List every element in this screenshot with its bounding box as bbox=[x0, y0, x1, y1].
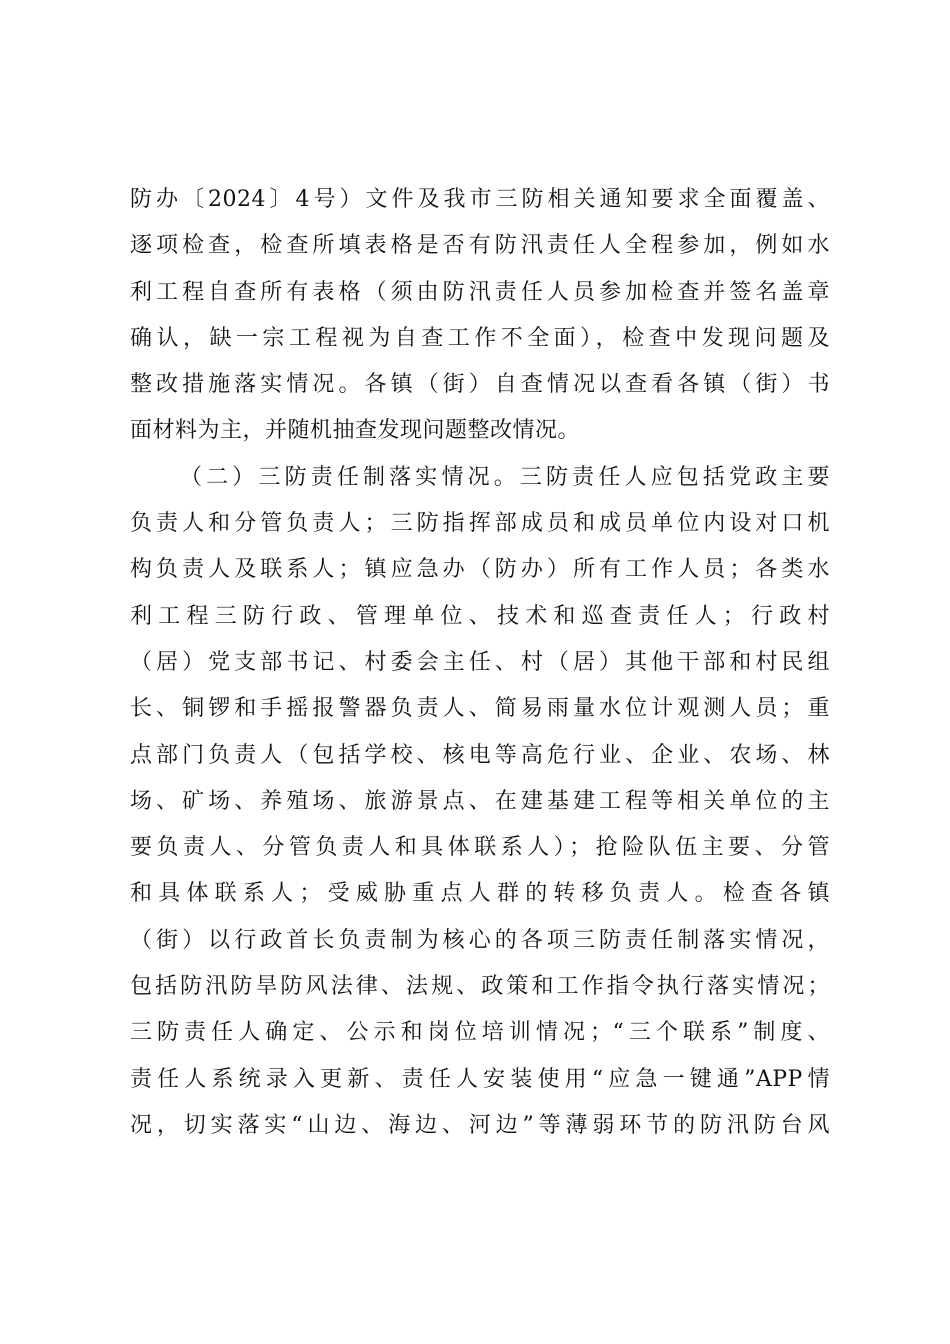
text-line: （街）以行政首长负责制为核心的各项三防责任制落实情况， bbox=[130, 927, 830, 953]
text-line: 包括防汛防旱防风法律、法规、政策和工作指令执行落实情况； bbox=[130, 974, 830, 1000]
text-line: 三防责任人确定、公示和岗位培训情况；“三个联系”制度、 bbox=[130, 1020, 830, 1046]
text-line: 和具体联系人；受威胁重点人群的转移负责人。检查各镇 bbox=[130, 881, 830, 907]
text-line: 况，切实落实“山边、海边、河边”等薄弱环节的防汛防台风 bbox=[130, 1112, 830, 1138]
text-line: 利工程三防行政、管理单位、技术和巡查责任人；行政村 bbox=[130, 603, 830, 629]
text-line: 点部门负责人（包括学校、核电等高危行业、企业、农场、林 bbox=[130, 742, 830, 768]
text-line: 场、矿场、养殖场、旅游景点、在建基建工程等相关单位的主 bbox=[130, 788, 830, 814]
text-line: 整改措施落实情况。各镇（街）自查情况以查看各镇（街）书 bbox=[130, 372, 830, 398]
text-line: 确认，缺一宗工程视为自查工作不全面），检查中发现问题及 bbox=[130, 325, 830, 351]
text-line: 防办〔2024〕4号）文件及我市三防相关通知要求全面覆盖、 bbox=[130, 187, 830, 212]
text-line: 要负责人、分管负责人和具体联系人）；抢险队伍主要、分管 bbox=[130, 835, 830, 861]
text-line: 责任人系统录入更新、责任人安装使用“应急一键通”APP情 bbox=[130, 1066, 830, 1092]
text-line: 长、铜锣和手摇报警器负责人、简易雨量水位计观测人员；重 bbox=[130, 696, 830, 722]
text-line: 利工程自查所有表格（须由防汛责任人员参加检查并签名盖章 bbox=[130, 279, 830, 305]
body-text bbox=[130, 177, 830, 1149]
text-line: 面材料为主，并随机抽查发现问题整改情况。 bbox=[130, 418, 581, 444]
text-line: 逐项检查，检查所填表格是否有防汛责任人全程参加，例如水 bbox=[130, 233, 830, 259]
section-heading-line: （二）三防责任制落实情况。三防责任人应包括党政主要 bbox=[180, 464, 830, 490]
text-line: 构负责人及联系人；镇应急办（防办）所有工作人员；各类水 bbox=[130, 557, 830, 583]
text-line: 负责人和分管负责人；三防指挥部成员和成员单位内设对口机 bbox=[130, 511, 830, 537]
text-line: （居）党支部书记、村委会主任、村（居）其他干部和村民组 bbox=[130, 649, 830, 675]
